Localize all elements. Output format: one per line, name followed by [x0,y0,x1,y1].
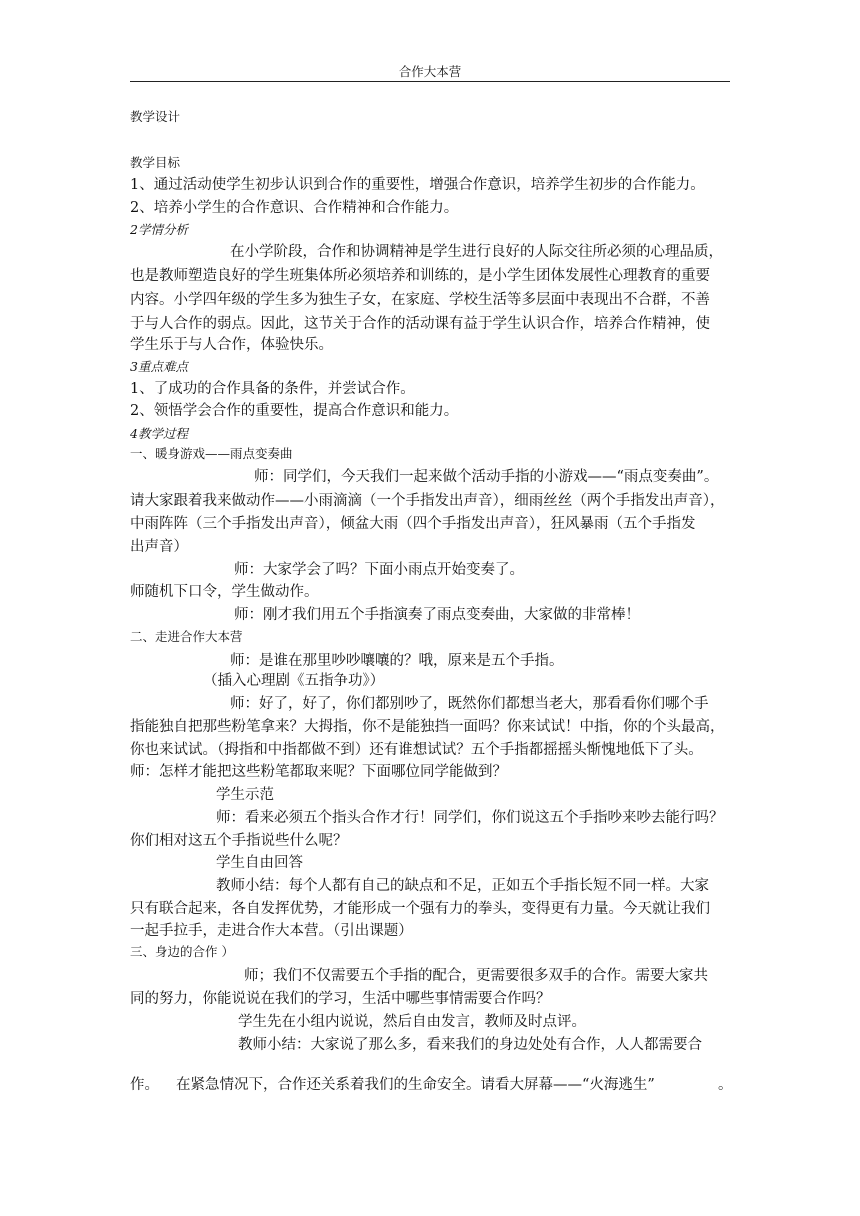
key-item: 1、了成功的合作具备的条件，并尝试合作。 [130,381,415,397]
section-3-line: 作。 [130,1077,159,1093]
section-3-line: 。 [718,1077,733,1093]
section-1-heading: 一、暖身游戏——雨点变奏曲 [130,446,293,461]
section-2-line: 你也来试试。（拇指和中指都做不到）还有谁想试试？五个手指都摇摇头惭愧地低下了头。 [130,742,703,758]
key-heading: 3重点难点 [130,359,188,374]
section-1-line: 师：刚才我们用五个手指演奏了雨点变奏曲，大家做的非常棒！ [234,607,640,623]
header-rule [130,81,730,82]
section-2-line: 学生示范 [216,787,274,803]
section-3-line: 师；我们不仅需要五个手指的配合，更需要很多双手的合作。需要大家共 [244,968,708,984]
analysis-line: 在小学阶段，合作和协调精神是学生进行良好的人际交往所必须的心理品质， [230,244,723,260]
section-1-line: 中雨阵阵（三个手指发出声音），倾盆大雨（四个手指发出声音），狂风暴雨（五个手指发 [130,516,696,532]
section-2-heading: 二、走进合作大本营 [130,629,243,644]
section-2-line: 师：怎样才能把这些粉笔都取来呢？下面哪位同学能做到？ [130,764,507,780]
section-2-line: 教师小结：每个人都有自己的缺点和不足，正如五个手指长短不同一样。大家 [216,878,709,894]
section-1-line: 请大家跟着我来做动作——小雨滴滴（一个手指发出声音），细雨丝丝（两个手指发出声音）， [130,493,725,509]
section-2-line: （插入心理剧《五指争功》） [203,673,385,689]
analysis-line: 于与人合作的弱点。因此，这节关于合作的活动课有益于学生认识合作，培养合作精神，使 [130,316,710,332]
goals-heading: 教学目标 [130,155,181,170]
section-1-line: 出声音） [130,539,188,555]
analysis-line: 学生乐于与人合作，体验快乐。 [130,337,333,353]
section-3-heading: 三、身边的合作 ） [130,944,234,959]
section-2-line: 指能独自把那些粉笔拿来？大拇指，你不是能独挡一面吗？你来试试！中指，你的个头最高， [130,719,725,735]
goal-item: 2、培养小学生的合作意识、合作精神和合作能力。 [130,200,459,216]
section-2-line: 只有联合起来，各自发挥优势，才能形成一个强有力的拳头，变得更有力量。今天就让我们 [130,901,710,917]
section-3-line: 同的努力，你能说说在我们的学习，生活中哪些事情需要合作吗？ [130,991,551,1007]
analysis-heading: 2学情分析 [130,222,188,237]
analysis-line: 内容。小学四年级的学生多为独生子女，在家庭、学校生活等多层面中表现出不合群，不善 [130,292,710,308]
section-3-line: 教师小结：大家说了那么多，看来我们的身边处处有合作，人人都需要合 [238,1037,702,1053]
section-1-line: 师：同学们，今天我们一起来做个活动手指的小游戏——“雨点变奏曲”。 [254,469,719,485]
section-2-line: 一起手拉手，走进合作大本营。（引出课题） [130,923,413,939]
doc-title: 教学设计 [130,109,181,124]
section-1-line: 师：大家学会了吗？下面小雨点开始变奏了。 [234,562,524,578]
section-1-line: 师随机下口令，学生做动作。 [130,584,319,600]
process-heading: 4教学过程 [130,426,188,441]
section-2-line: 学生自由回答 [216,855,303,871]
section-3-line: 在紧急情况下，合作还关系着我们的生命安全。请看大屏幕——“火海逃生” [176,1077,655,1093]
goal-item: 1、通过活动使学生初步认识到合作的重要性，增强合作意识，培养学生初步的合作能力。 [130,177,705,193]
key-item: 2、领悟学会合作的重要性，提高合作意识和能力。 [130,403,459,419]
section-3-line: 学生先在小组内说说，然后自由发言，教师及时点评。 [238,1014,586,1030]
section-2-line: 师：是谁在那里吵吵嚷嚷的？哦，原来是五个手指。 [230,653,564,669]
section-2-line: 师：看来必须五个指头合作才行！同学们，你们说这五个手指吵来吵去能行吗？ [216,810,724,826]
section-2-line: 师：好了，好了，你们都别吵了，既然你们都想当老大，那看看你们哪个手 [230,696,709,712]
section-2-line: 你们相对这五个手指说些什么呢？ [130,833,348,849]
page-header-title: 合作大本营 [398,64,462,79]
analysis-line: 也是教师塑造良好的学生班集体所必须培养和训练的，是小学生团体发展性心理教育的重要 [130,268,710,284]
